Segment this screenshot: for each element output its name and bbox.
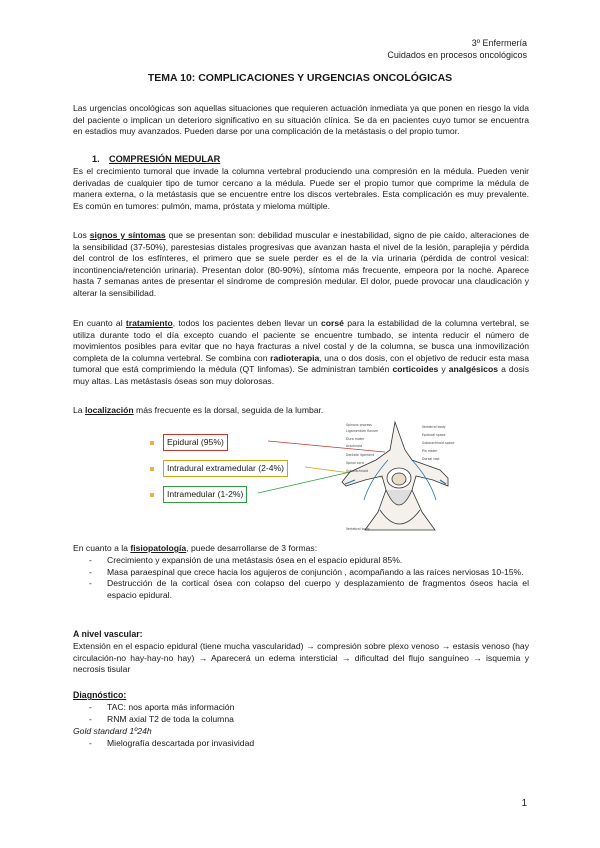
section-title: COMPRESIÓN MEDULAR [109,154,221,164]
keyword-tratamiento: tratamiento [125,318,173,328]
header-course: 3º Enfermería [471,38,527,48]
header [387,37,527,61]
keyword-analgesicos: analgésicos [448,364,498,375]
paragraph-treatment: En cuanto al tratamiento, todos los pacientes deben llevar un corsé para la estabilidad de la columna vertebral, se utiliza durante todo el día excepto cuando el paciente se encuentre tumbado, se intenta reducir el número de movimientos posibles para evitar que no haya fracturas a nivel costal y de la columna, se busca una inmovilización completa de la columna vertebral. Se combina con radioterapia, una o dos dosis, con el objetivo de reducir esta masa tumoral que está comprimiendo la médula (QT linfomas). Se administran también corticoides y analgésicos a dosis muy altas. Las metástasis óseas son muy dolorosas. [73,318,530,386]
figure-label-left-5: Spinal cord [346,461,364,465]
spine-figure [150,420,455,538]
keyword-radioterapia: radioterapia [270,352,320,363]
keyword-fisiopatologia: fisiopatología [130,543,187,553]
section-number: 1. [92,154,100,164]
paragraph-physiopathology: En cuanto a la fisiopatología, puede desarrollarse de 3 formas: [73,543,318,553]
legend-epidural: Epidural (95%) [150,434,228,451]
list-item: - Crecimiento y expansión de una metástasis ósea en el espacio epidural 85%. [89,555,403,565]
keyword-corticoides: corticoides [392,364,439,375]
figure-label-right-3: Pia mater [422,449,438,453]
figure-label-left-7: Vertebral body [346,527,370,531]
figure-label-left-4: Dentate ligament [346,453,374,457]
header-subject: Cuidados en procesos oncológicos [387,50,527,60]
paragraph-symptoms: Los signos y síntomas que se presentan son: debilidad muscular e inestabilidad, signo de pie caído, alteraciones de la sensibilidad (37-50%), parestesias distales progresivas que avanzan hasta el nivel de la lesión, paraplejia y pérdida del control de los esfínteres, el primero que se suele perder es el de la vía urinaria (pérdida de control vesical: incontinencia/retención urinaria). Presentan dolor (80-90%), síntoma más frecuente, empeora por la noche. Aparece hasta 7 semanas antes de presentar el síndrome de compresión medular. El dolor, puede provocar una claudicación y alterar la sensibilidad. [73,230,530,298]
intro-paragraph: Las urgencias oncológicas son aquellas situaciones que requieren actuación inmediata ya que ponen en riesgo la vida del paciente o implican un deterioro significativo en su situación clínica. Se da en pacientes cuyo tumor se encuentra en estadios muy avanzados. Pueden darse por una complicación de la metástasis o del propio tumor. [73,103,529,137]
list-item: - RNM axial T2 de toda la columna [89,713,234,724]
paragraph-location: La localización más frecuente es la dorsal, seguida de la lumbar. [73,405,324,415]
list-item: - Masa paraespinal que crece hacia los agujeros de conjunción , acompañando a las raíces nerviosas 10-15%. [89,566,524,577]
list-item: - TAC: nos aporta más información [89,702,235,712]
figure-label-left-6: Subarachnoid [346,469,368,473]
figure-label-left-3: Arachnoid [346,444,363,448]
figure-label-right-4: Dorsal root [422,457,440,461]
gold-standard: Gold standard 1º24h [73,726,152,736]
keyword-localizacion: localización [84,405,134,415]
legend-intradural: Intradural extramedular (2-4%) [150,460,288,477]
keyword-corse: corsé [321,318,344,328]
keyword-signos: signos y síntomas [89,230,166,240]
figure-label-right-0: Vertebral body [422,425,446,429]
figure-label-left-1: Ligamentum flavum [346,429,379,433]
paragraph-definition: Es el crecimiento tumoral que invade la columna vertebral produciendo una compresión en la médula. Pueden venir derivadas de cualquier tipo de tumor cercano a la médula. Puede ser el propio tumor que comprime la médula de manera externa, o la metástasis que se encuentre entre los discos vertebrales. Esta complicación es muy prevalente. Es común en tumores: pulmón, mama, próstata y mieloma múltiple. [73,166,529,211]
diagnostico-list [73,702,529,725]
section-heading [92,154,220,164]
diagnostico-list-2 [73,738,529,750]
spine-cross-section-image [150,420,455,538]
page-title: TEMA 10: COMPLICACIONES Y URGENCIAS ONCOLÓGICAS [147,72,453,84]
vascular-paragraph: Extensión en el espacio epidural (tiene mucha vascularidad) → compresión sobre plexo venoso → estasis venoso (hay circulación-no hay-hay-no hay) → Aparecerá un edema intersticial → dificultad del flujo sanguíneo → isquemia y necrosis tisular [73,641,529,675]
figure-label-left-0: Spinous process [346,423,372,427]
list-item: - Mielografía descartada por invasividad [89,738,255,748]
figure-label-right-1: Epidural space [422,433,446,437]
figure-label-right-2: Subarachnoid space [422,441,455,445]
physiopathology-list [73,555,529,601]
diagnostico-heading: Diagnóstico: [73,690,127,700]
vascular-heading: A nivel vascular: [73,629,143,639]
legend-intramedular: Intramedular (1-2%) [150,486,247,503]
page-number: 1 [521,798,527,809]
figure-label-left-2: Dura mater [346,437,365,441]
list-item: - Destrucción de la cortical ósea con colapso del cuerpo y desplazamiento de fragmentos óseos hacia el espacio epidural. [89,578,529,600]
